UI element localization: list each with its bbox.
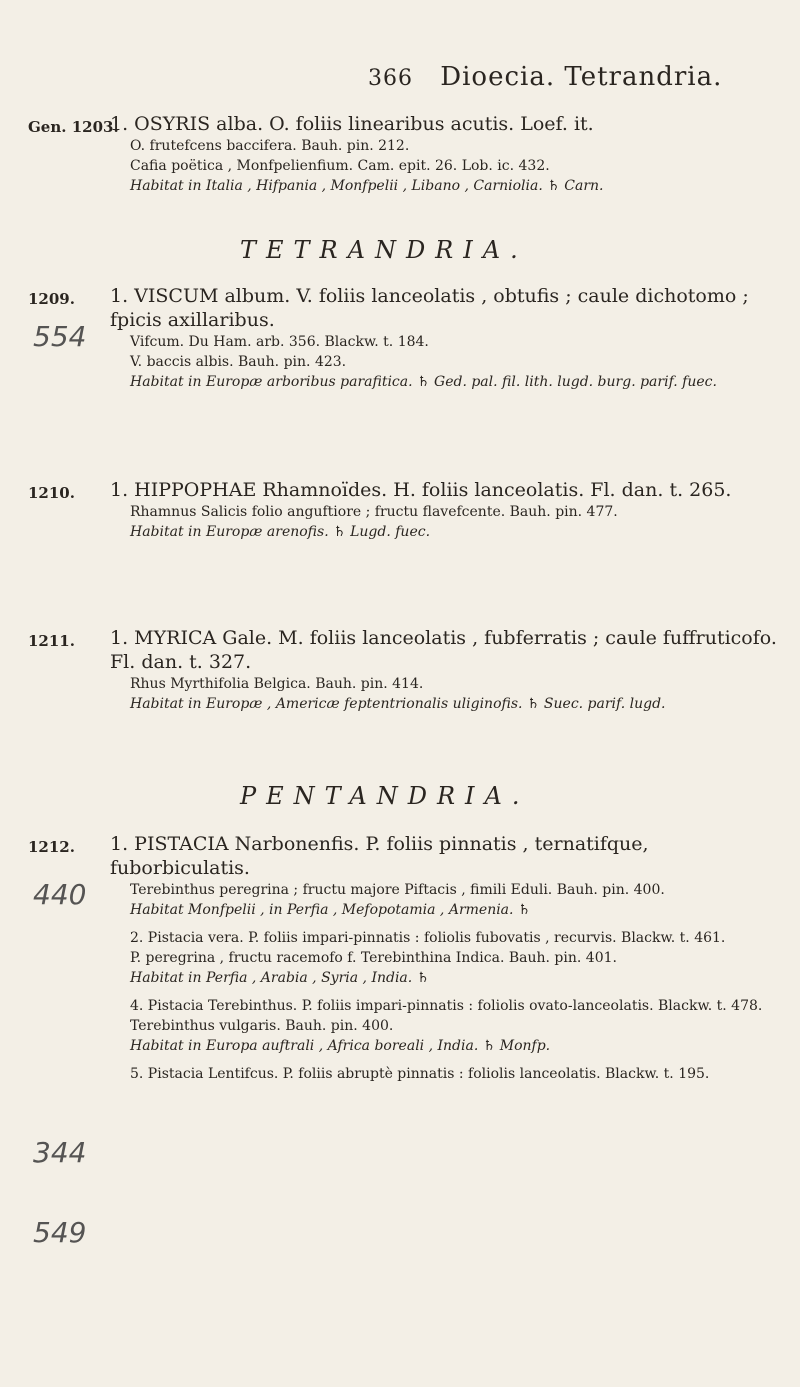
entry-main: 1. OSYRIS alba. O. foliis linearibus acutis. Loef. it. — [110, 113, 594, 135]
species-entry: 4. Pistacia Terebinthus. P. foliis impari-pinnatis : foliolis ovato-lanceolatis. Blackw. t. 478. — [130, 998, 763, 1014]
synonym: Terebinthus peregrina ; fructu majore Piftacis , fimili Eduli. Bauh. pin. 400. — [130, 882, 665, 898]
section-heading: PENTANDRIA. — [240, 782, 530, 810]
habitat: Habitat Monfpelii , in Perfia , Mefopotamia , Armenia. ♄ — [130, 902, 531, 918]
habitat: Habitat in Europæ arboribus parafitica. ♄ Ged. pal. fil. lith. lugd. burg. parif. fuec. — [130, 374, 717, 390]
handwritten-note: 344 — [33, 1136, 87, 1169]
entry-pistacia — [110, 832, 790, 1084]
synonym: O. frutefcens baccifera. Bauh. pin. 212. — [130, 138, 410, 154]
habitat: Habitat in Europæ , Americæ feptentrionalis uliginofis. ♄ Suec. parif. lugd. — [130, 696, 666, 712]
synonym: V. baccis albis. Bauh. pin. 423. — [130, 354, 347, 370]
entry-myrica — [110, 626, 790, 714]
habitat: Habitat in Italia , Hifpania , Monfpelii , Libano , Carniolia. ♄ Carn. — [130, 178, 604, 194]
species-entry: 5. Pistacia Lentifcus. P. foliis abruptè pinnatis : foliolis lanceolatis. Blackw. t. 195. — [130, 1066, 710, 1082]
handwritten-note: 440 — [33, 878, 87, 911]
habitat: Habitat in Europæ arenofis. ♄ Lugd. fuec. — [130, 524, 431, 540]
genus-number: 1211. — [28, 632, 75, 650]
running-title: Dioecia. Tetrandria. — [440, 62, 723, 92]
page-number: 366 — [368, 66, 413, 91]
synonym: P. peregrina , fructu racemofo f. Terebinthina Indica. Bauh. pin. 401. — [130, 950, 617, 966]
entry-main: 1. PISTACIA Narbonenfis. P. foliis pinnatis , ternatifque, fuborbiculatis. — [110, 833, 649, 879]
entry-viscum — [110, 284, 790, 392]
entry-main: 1. MYRICA Gale. M. foliis lanceolatis , fubferratis ; caule fuffruticofo. Fl. dan. t. 327. — [110, 627, 777, 673]
entry-main: 1. VISCUM album. V. foliis lanceolatis , obtufis ; caule dichotomo ; fpicis axillaribus. — [110, 285, 749, 331]
genus-number: 1212. — [28, 838, 75, 856]
synonym: Rhus Myrthifolia Belgica. Bauh. pin. 414. — [130, 676, 424, 692]
synonym: Vifcum. Du Ham. arb. 356. Blackw. t. 184. — [130, 334, 429, 350]
genus-number: 1210. — [28, 484, 75, 502]
habitat: Habitat in Perfia , Arabia , Syria , India. ♄ — [130, 970, 430, 986]
entry-osyris — [110, 112, 790, 196]
habitat: Habitat in Europa auftrali , Africa boreali , India. ♄ Monfp. — [130, 1038, 551, 1054]
synonym: Terebinthus vulgaris. Bauh. pin. 400. — [130, 1018, 394, 1034]
handwritten-note: 549 — [33, 1216, 87, 1249]
synonym: Rhamnus Salicis folio anguftiore ; fructu flavefcente. Bauh. pin. 477. — [130, 504, 618, 520]
species-entry: 2. Pistacia vera. P. foliis impari-pinnatis : foliolis fubovatis , recurvis. Blackw. t. 461. — [130, 930, 726, 946]
handwritten-note: 554 — [33, 320, 87, 353]
entry-hippophae — [110, 478, 790, 542]
entry-main: 1. HIPPOPHAE Rhamnoïdes. H. foliis lanceolatis. Fl. dan. t. 265. — [110, 479, 732, 501]
genus-number: Gen. 1203. — [28, 118, 119, 136]
genus-number: 1209. — [28, 290, 75, 308]
page-header — [368, 62, 788, 92]
section-heading: TETRANDRIA. — [240, 236, 528, 264]
synonym: Cafia poëtica , Monfpelienfium. Cam. epit. 26. Lob. ic. 432. — [130, 158, 550, 174]
